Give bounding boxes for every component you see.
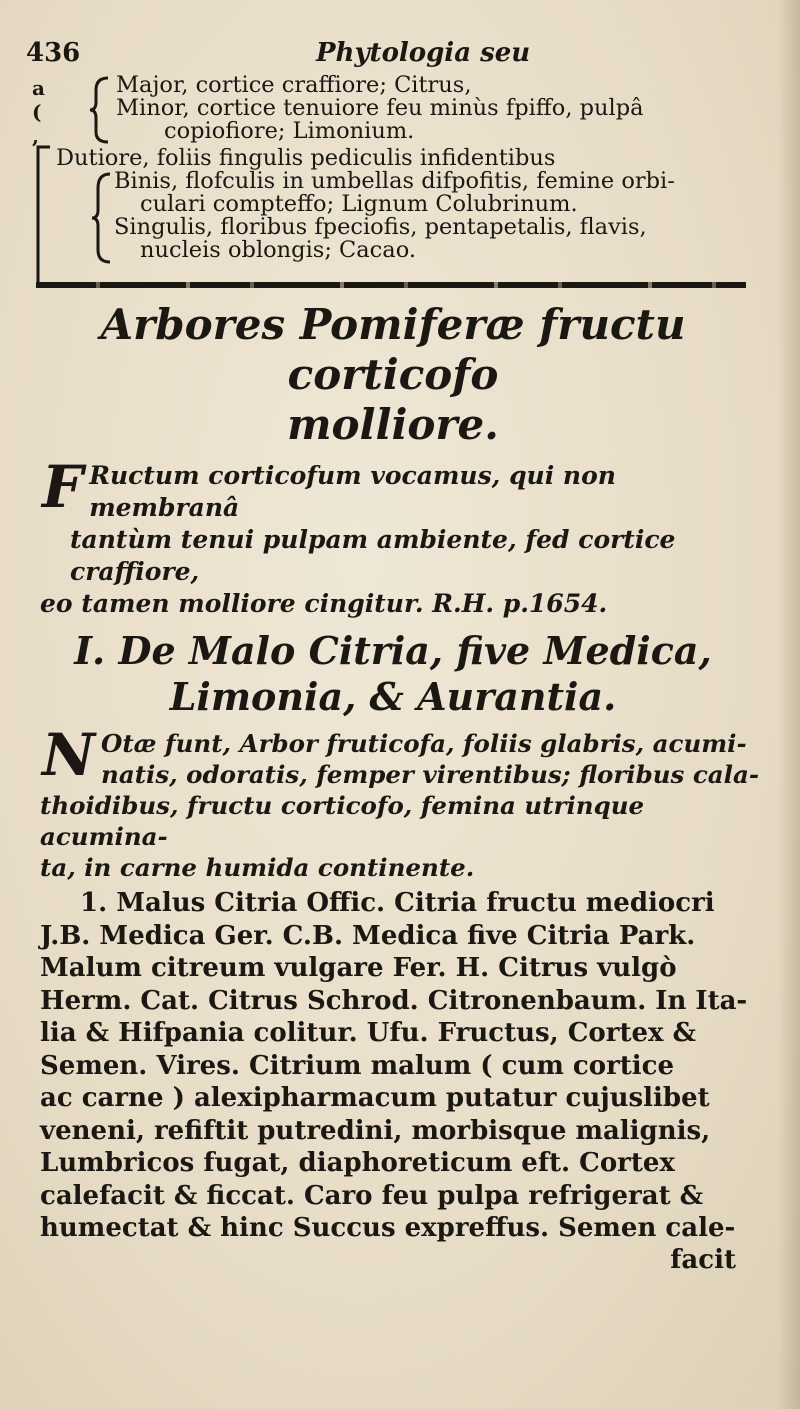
intro-line: Ructum corticofum vocamus, qui non membranâ xyxy=(89,461,616,522)
catchword: facit xyxy=(670,1244,736,1275)
key-line: Singulis, floribus fpeciofis, pentapetalis, flavis, xyxy=(114,214,647,240)
nota-line: natis, odoratis, femper virentibus; floribus cala- xyxy=(101,760,760,789)
page-header xyxy=(26,38,760,72)
key-line: culari compteffo; Lignum Colubrinum. xyxy=(140,191,578,217)
body-line: Herm. Cat. Citrus Schrod. Citronenbaum. In Ita- xyxy=(40,985,748,1016)
ornamental-rule xyxy=(36,282,746,288)
body-line: veneni, refiftit putredini, morbisque malignis, xyxy=(40,1115,711,1146)
page-number: 436 xyxy=(26,38,81,68)
curly-brace-icon xyxy=(88,76,112,144)
key-line: Dutiore, foliis fingulis pediculis infidentibus xyxy=(56,145,556,171)
botanical-key xyxy=(26,74,760,262)
body-line: 1. Malus Citria Offic. Citria fructu mediocri xyxy=(80,888,715,918)
body-line: Semen. Vires. Citrium malum ( cum cortice xyxy=(40,1050,675,1081)
key-group-1 xyxy=(26,74,760,143)
body-line: J.B. Medica Ger. C.B. Medica five Citria Park. xyxy=(40,920,696,951)
drop-cap: F xyxy=(42,453,84,521)
body-line: humectat & hinc Succus expreffus. Semen cale- xyxy=(40,1213,736,1243)
body-line: lia & Hifpania colitur. Ufu. Fructus, Cortex & xyxy=(40,1018,697,1048)
body-line: Malum citreum vulgare Fer. H. Citrus vulgò xyxy=(40,953,677,983)
chapter-title-line: I. De Malo Citria, five Medica, xyxy=(74,628,712,673)
key-line: Binis, flofculis in umbellas difpofitis, femine orbi- xyxy=(114,168,675,194)
key-line: nucleis oblongis; Cacao. xyxy=(140,237,416,263)
section-title-line: molliore. xyxy=(287,400,499,449)
body-line: ac carne ) alexipharmacum putatur cujuslibet xyxy=(40,1083,710,1113)
margin-mark-a: a xyxy=(32,76,45,100)
margin-mark-paren: ( xyxy=(32,100,42,124)
key-line: copiofiore; Limonium. xyxy=(164,118,415,144)
margin-mark-comma: , xyxy=(32,124,39,148)
section-title-line: Arbores Pomiferæ fructu corticofo xyxy=(100,300,686,399)
body-line: Lumbricos fugat, diaphoreticum eft. Cortex xyxy=(40,1148,675,1178)
chapter-title-line: Limonia, & Aurantia. xyxy=(169,674,617,719)
species-description xyxy=(40,887,760,1245)
page-gutter-shadow xyxy=(778,0,800,1409)
section-title xyxy=(26,300,760,450)
key-subgroup xyxy=(56,170,760,262)
nota-line: Otæ funt, Arbor fruticofa, foliis glabris, acumi- xyxy=(101,729,747,758)
intro-paragraph xyxy=(26,453,760,620)
square-bracket-icon xyxy=(32,145,54,285)
intro-line: tantùm tenui pulpam ambiente, fed cortice craffiore, xyxy=(70,525,676,586)
intro-line: eo tamen molliore cingitur. R.H. p.1654. xyxy=(40,589,608,618)
key-line: Minor, cortice tenuiore feu minùs fpiffo, pulpâ xyxy=(116,95,644,121)
curly-brace-icon xyxy=(90,172,114,264)
nota-line: thoidibus, fructu corticofo, femina utrinque acumina- xyxy=(40,791,645,851)
drop-cap: N xyxy=(42,721,96,789)
running-head: Phytologia seu xyxy=(316,38,531,68)
nota-paragraph xyxy=(26,721,760,883)
key-line: Major, cortice craffiore; Citrus, xyxy=(116,72,472,98)
body-line: calefacit & ficcat. Caro feu pulpa refrigerat & xyxy=(40,1180,704,1211)
nota-line: ta, in carne humida continente. xyxy=(40,853,475,882)
key-group-2 xyxy=(26,147,760,262)
chapter-title xyxy=(26,628,760,720)
